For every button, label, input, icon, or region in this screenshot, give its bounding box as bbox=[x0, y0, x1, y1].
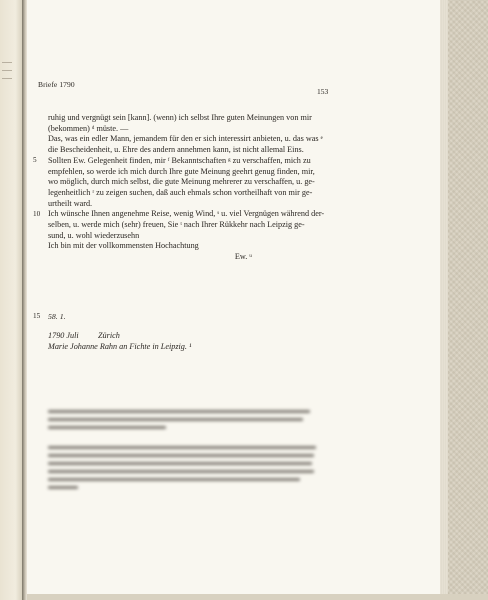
line-number: 10 bbox=[33, 210, 41, 218]
body-line: Sollten Ew. Gelegenheit finden, mir ᶠ Bekanntschaften ᵍ zu verschaffen, mich zu bbox=[48, 155, 311, 165]
footnote-line bbox=[48, 418, 303, 421]
body-line: Das, was ein edler Mann, jemandem für den er sich interessirt anbieten, u. das was ᵉ bbox=[48, 134, 323, 144]
body-line: die Bescheidenheit, u. Ehre des andern annehmen kann, ist nicht allemal Eins. bbox=[48, 145, 304, 155]
letter-heading: Marie Johanne Rahn an Fichte in Leipzig. ¹ bbox=[48, 342, 192, 351]
body-line: sund, u. wohl wiederzusehn bbox=[48, 230, 140, 240]
blurred-footnotes bbox=[48, 410, 318, 494]
letter-place: Zürich bbox=[98, 331, 120, 340]
book-page bbox=[27, 0, 440, 600]
footnote-line bbox=[48, 454, 314, 457]
footnote-line bbox=[48, 470, 314, 473]
footnote-line bbox=[48, 446, 316, 449]
page-number: 153 bbox=[317, 87, 329, 96]
body-line: empfehlen, so werde ich mich durch Ihre gute Meinung geehrt genug finden, mir, bbox=[48, 166, 315, 176]
footnote-line bbox=[48, 410, 310, 413]
body-line: Ich bin mit der vollkommensten Hochachtung bbox=[48, 241, 199, 251]
body-line: legenheitlich ʳ zu zeigen suchen, daß auch ehmals schon vortheilhaft von mir ge- bbox=[48, 187, 313, 197]
letter-number: 58. 1. bbox=[48, 312, 66, 321]
body-line: Ich wünsche Ihnen angenehme Reise, wenig Wind, ˢ u. viel Vergnügen während der- bbox=[48, 209, 325, 219]
facing-page-mark bbox=[2, 70, 12, 71]
body-line: selben, u. werde mich (sehr) freuen, Sie ᵗ nach Ihrer Rükkehr nach Leipzig ge- bbox=[48, 220, 305, 230]
body-line: ruhig und vergnügt sein [kann]. (wenn) ich selbst Ihre guten Meinungen von mir bbox=[48, 113, 312, 122]
page-fore-edge bbox=[440, 0, 448, 600]
body-line: wo möglich, durch mich selbst, die gute Meinung mehrerer zu verschaffen, u. ge- bbox=[48, 177, 315, 187]
footnote-line bbox=[48, 486, 78, 489]
running-head: Briefe 1790 bbox=[38, 80, 75, 89]
body-line: urtheilt ward. bbox=[48, 198, 93, 208]
letter-date: 1790 Juli bbox=[48, 331, 79, 340]
body-line: (bekommen) ᵈ müste. — bbox=[48, 123, 129, 133]
closing-line: Ew. ᵘ bbox=[234, 252, 252, 262]
facing-page-mark bbox=[2, 62, 12, 63]
footnote-line bbox=[48, 462, 312, 465]
footnote-line bbox=[48, 478, 300, 481]
facing-page-edge bbox=[0, 0, 22, 600]
footnote-line bbox=[48, 426, 166, 429]
facing-page-mark bbox=[2, 78, 12, 79]
letter-dateline bbox=[48, 331, 120, 340]
line-number: 5 bbox=[33, 156, 37, 164]
book-cover-bottom bbox=[27, 594, 488, 600]
book-cloth-cover bbox=[448, 0, 488, 600]
letter-body bbox=[48, 113, 325, 263]
line-number: 15 bbox=[33, 312, 41, 320]
